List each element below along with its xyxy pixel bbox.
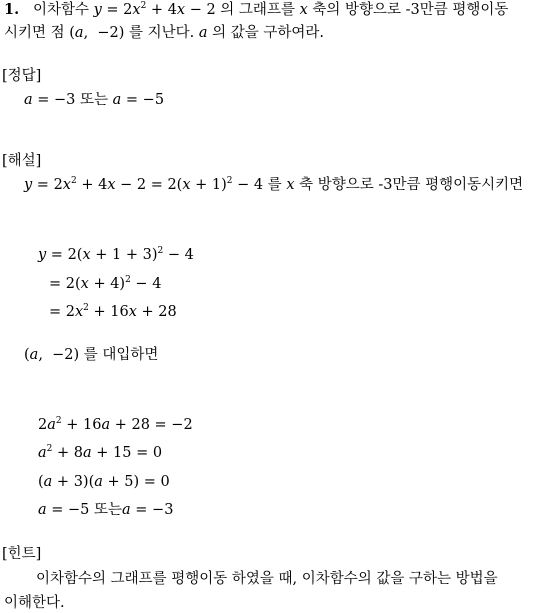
equation-7: a = −5 또는a = −3: [38, 502, 174, 518]
problem-line-1: 1. 이차함수 $y = 2x^2 + 4x - 2$ 의 그래프를 x 축의 방향으로 -3만큼 평행이동: [4, 1, 509, 18]
equation-6: (a + 3)(a + 5) = 0: [38, 474, 170, 490]
hint-line-1: 이차함수의 그래프를 평행이동 하였을 때, 이차함수의 값을 구하는 방법을: [36, 571, 498, 587]
hint-heading: [힌트]: [2, 546, 42, 562]
equation-1: $y = 2(x + 1 + 3)^2 - 4$: [38, 246, 194, 263]
solution-heading: [해설]: [2, 153, 42, 169]
answer-heading: [정답]: [2, 68, 42, 84]
problem-number: 1.: [4, 1, 20, 18]
answer-text: a = −3 또는 a = −5: [24, 92, 165, 108]
problem-line-2: 시키면 점 (a, −2) 를 지난다. a 의 값을 구하여라.: [4, 25, 325, 41]
substitute-line: (a, −2) 를 대입하면: [24, 347, 159, 363]
solution-intro: $y = 2x^2 + 4x - 2 = 2(x + 1)^2 - 4$ 를 x 축 방향으로 -3만큼 평행이동시키면: [24, 176, 524, 193]
hint-line-2: 이해한다.: [4, 595, 65, 611]
equation-2: = $2(x + 4)^2 - 4$: [49, 275, 162, 292]
equation-5: $a^2 + 8a + 15 = 0$: [38, 444, 163, 461]
equation-3: = $2x^2 + 16x + 28$: [49, 303, 177, 320]
equation-4: $2a^2 + 16a + 28 = -2$: [38, 416, 193, 433]
